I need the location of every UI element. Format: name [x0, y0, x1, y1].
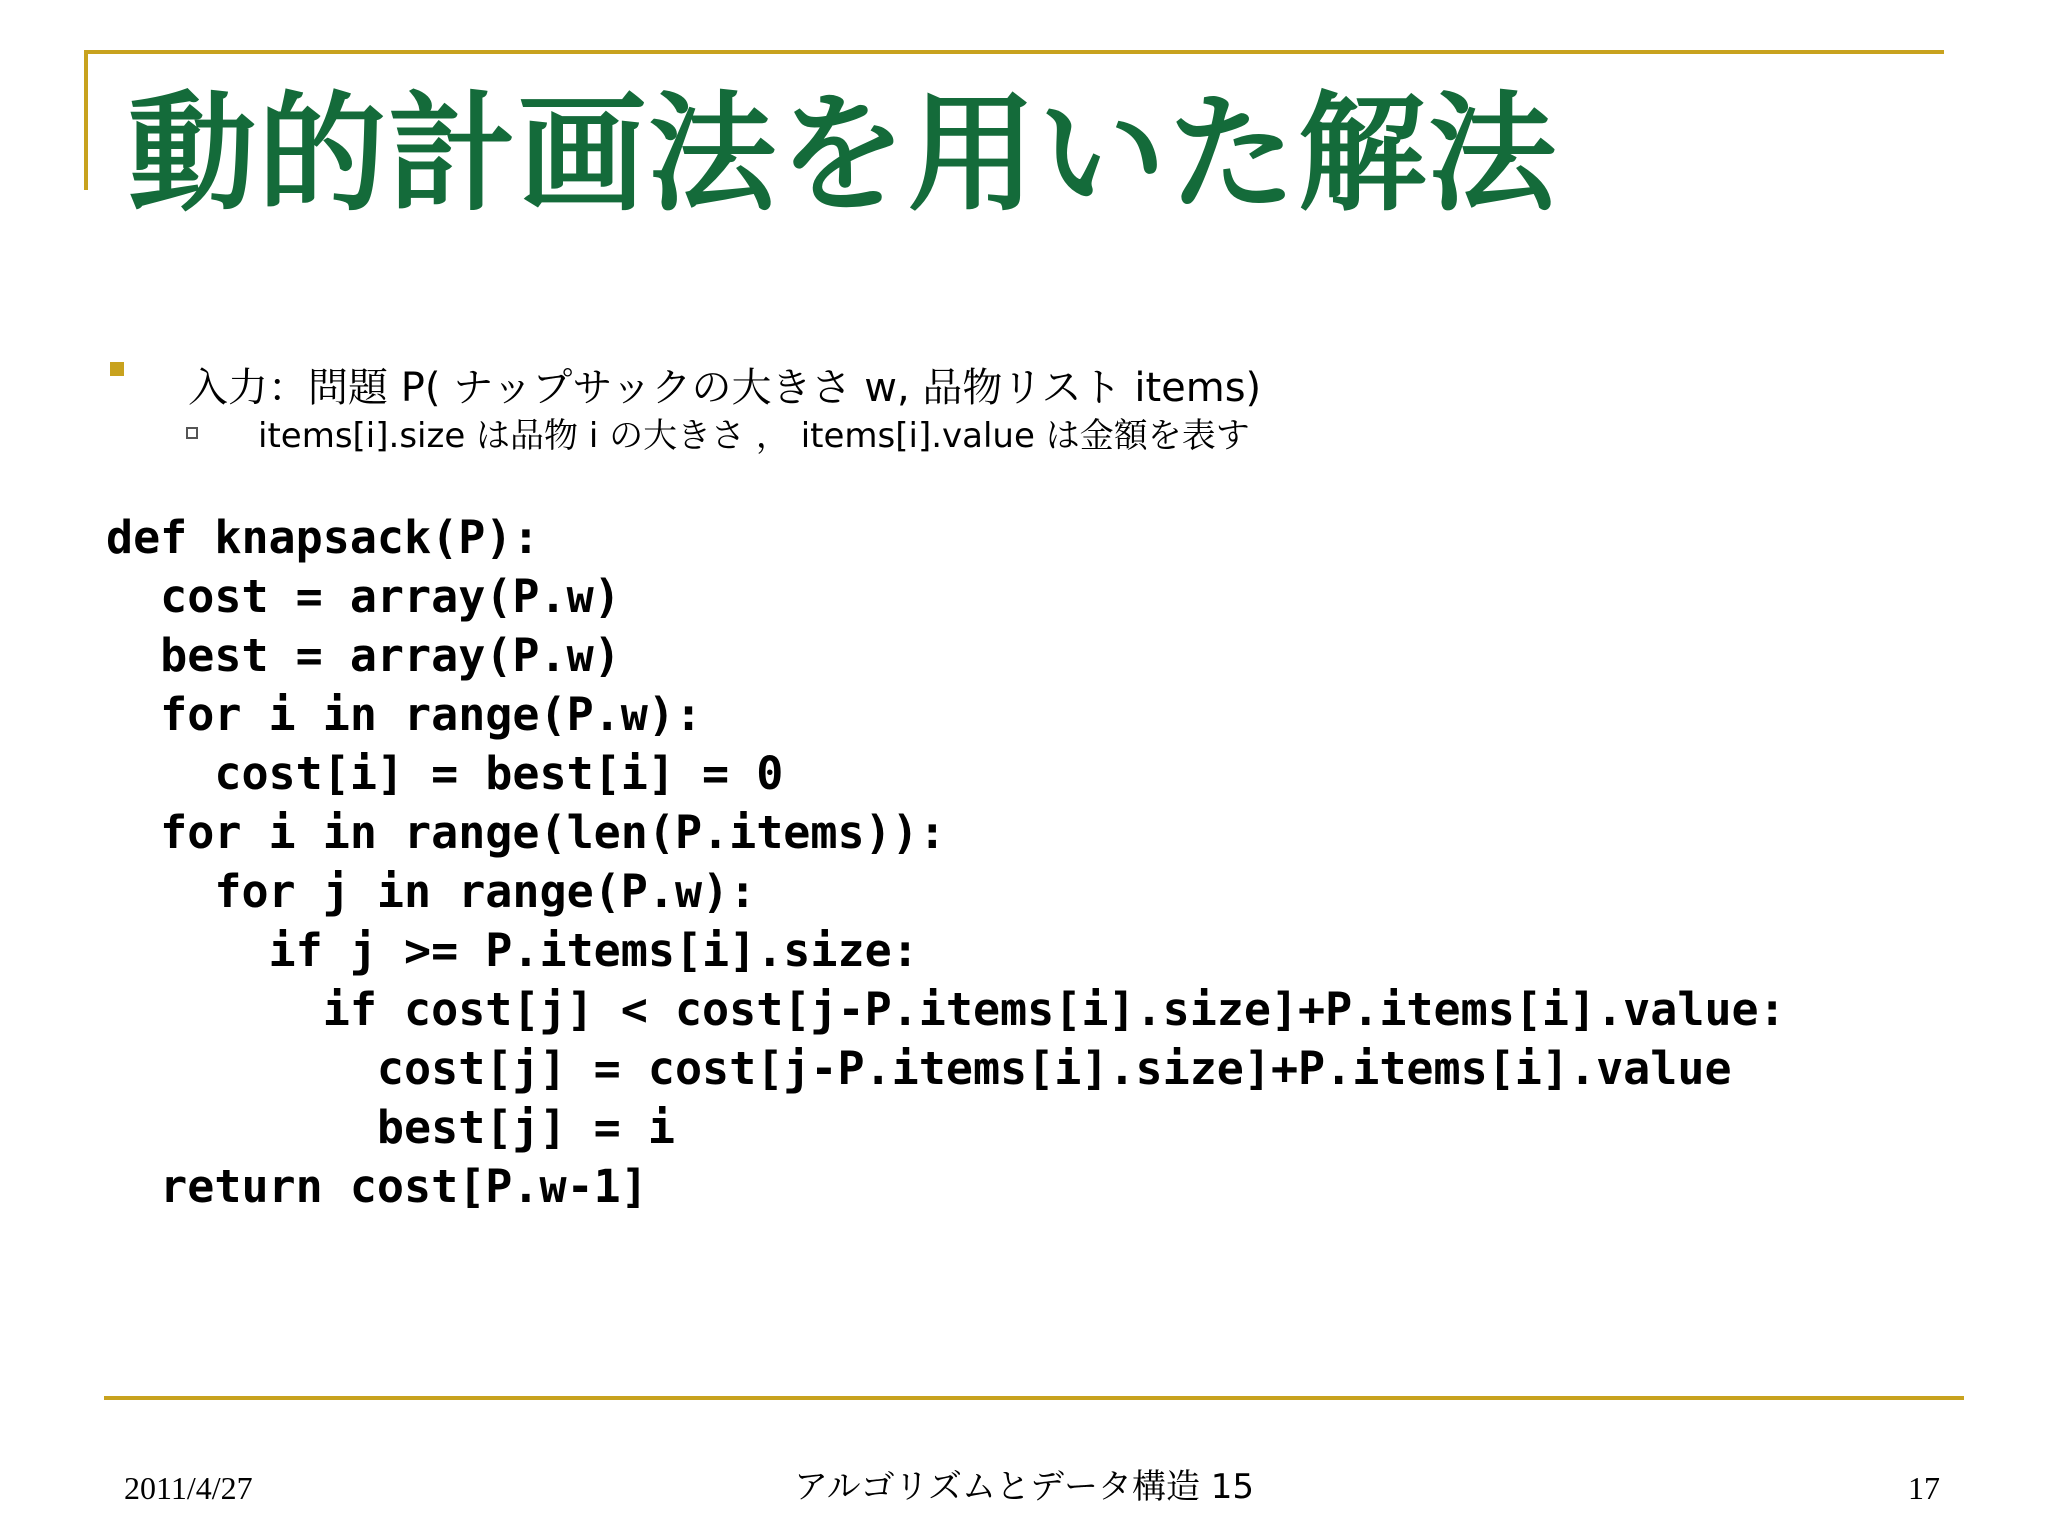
code-line: cost[j] = cost[j-P.items[i].size]+P.items[i].value [106, 1042, 1732, 1095]
code-line: best[j] = i [106, 1101, 675, 1154]
bullet-level1-marker [110, 362, 124, 376]
title-rule-left [84, 50, 88, 190]
bullet-input-description: 入力：問題 P( ナップサックの大きさ w, 品物リスト items) [188, 365, 1262, 411]
code-line: cost[i] = best[i] = 0 [106, 747, 784, 800]
code-line: def knapsack(P): [106, 511, 540, 564]
bullet-items-description: items[i].size は品物 i の大きさ ， items[i].value は金額を表す [258, 416, 1250, 456]
footer-rule [104, 1396, 1964, 1400]
code-line: return cost[P.w-1] [106, 1160, 648, 1213]
code-line: for i in range(P.w): [106, 688, 703, 741]
title-rule-top [84, 50, 1944, 54]
code-line: for i in range(len(P.items)): [106, 806, 946, 859]
code-line: cost = array(P.w) [106, 570, 621, 623]
slide-title: 動的計画法を用いた解法 [128, 80, 1559, 229]
code-block [106, 508, 1786, 1216]
code-line: if j >= P.items[i].size: [106, 924, 919, 977]
square-bullet-icon [110, 362, 124, 376]
bullet-level2-marker [186, 424, 198, 443]
code-line: for j in range(P.w): [106, 865, 757, 918]
footer-date: 2011/4/27 [124, 1470, 253, 1506]
footer-course-title: アルゴリズムとデータ構造 15 [793, 1467, 1255, 1507]
hollow-square-bullet-icon [186, 427, 198, 439]
code-line: best = array(P.w) [106, 629, 621, 682]
page-number: 17 [1908, 1470, 1940, 1506]
code-line: if cost[j] < cost[j-P.items[i].size]+P.items[i].value: [106, 983, 1786, 1036]
